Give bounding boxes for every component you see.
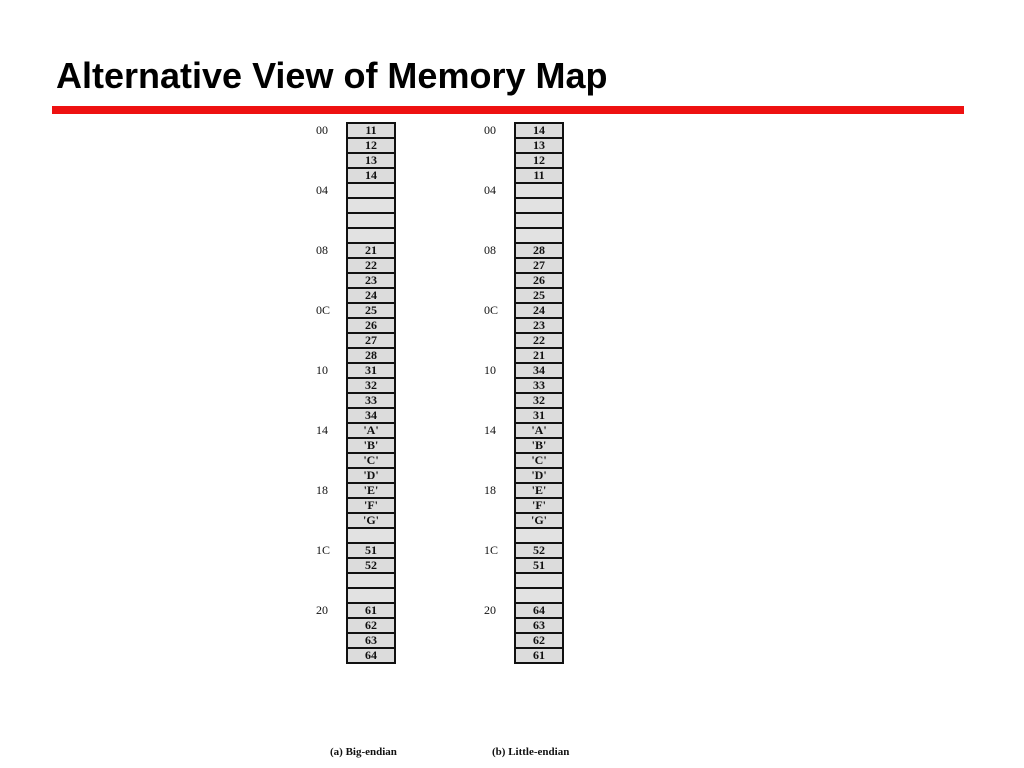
- memory-cell: 13: [514, 137, 564, 154]
- memory-cell: 23: [514, 317, 564, 334]
- memory-cell: 32: [346, 377, 396, 394]
- memory-cell: 'E': [514, 482, 564, 499]
- memory-cell: 13: [346, 152, 396, 169]
- memory-cell: 31: [514, 407, 564, 424]
- memory-cell: 'C': [514, 452, 564, 469]
- address-label: 18: [316, 483, 328, 497]
- memory-cell: 21: [346, 242, 396, 259]
- memory-cell: 27: [514, 257, 564, 274]
- memory-cell: 51: [346, 542, 396, 559]
- memory-cell: 52: [514, 542, 564, 559]
- memory-cell: 'G': [346, 512, 396, 529]
- address-label: 1C: [484, 543, 499, 557]
- address-label: 08: [316, 243, 328, 257]
- address-label: 0C: [316, 303, 331, 317]
- address-label: 00: [484, 123, 496, 137]
- memory-cell: 24: [514, 302, 564, 319]
- address-label: 04: [484, 183, 496, 197]
- address-label: 10: [316, 363, 328, 377]
- memory-cell: 'C': [346, 452, 396, 469]
- little-endian-caption: (b) Little-endian: [492, 746, 570, 758]
- address-label: 08: [484, 243, 496, 257]
- memory-cell: 'B': [514, 437, 564, 454]
- memory-cell: 34: [346, 407, 396, 424]
- memory-cell: 11: [346, 122, 396, 139]
- memory-cell: 61: [514, 647, 564, 664]
- memory-cell: 63: [346, 632, 396, 649]
- memory-cell: 'G': [514, 512, 564, 529]
- memory-cell: 64: [346, 647, 396, 664]
- memory-cell: 52: [346, 557, 396, 574]
- memory-cell: 62: [514, 632, 564, 649]
- memory-cell: 31: [346, 362, 396, 379]
- address-label: 0C: [484, 303, 499, 317]
- address-label: 14: [484, 423, 496, 437]
- address-label: 18: [484, 483, 496, 497]
- memory-cell: 27: [346, 332, 396, 349]
- little-endian-cells: [514, 122, 564, 664]
- memory-cell: 11: [514, 167, 564, 184]
- memory-cell: 33: [514, 377, 564, 394]
- memory-cell: 'D': [514, 467, 564, 484]
- memory-cell: 22: [346, 257, 396, 274]
- memory-cell: 63: [514, 617, 564, 634]
- memory-cell: 'E': [346, 482, 396, 499]
- title-underline: [52, 106, 964, 114]
- address-label: 20: [484, 603, 496, 617]
- memory-cell: 34: [514, 362, 564, 379]
- memory-map-figure: [316, 118, 606, 768]
- memory-cell: 51: [514, 557, 564, 574]
- memory-cell: 64: [514, 602, 564, 619]
- memory-cell: 'B': [346, 437, 396, 454]
- address-label: 20: [316, 603, 328, 617]
- address-label: 04: [316, 183, 328, 197]
- memory-cell: 23: [346, 272, 396, 289]
- address-label: 00: [316, 123, 328, 137]
- address-label: 14: [316, 423, 328, 437]
- memory-cell: 'F': [514, 497, 564, 514]
- memory-cell: 62: [346, 617, 396, 634]
- memory-cell: 'F': [346, 497, 396, 514]
- memory-cell: 14: [346, 167, 396, 184]
- big-endian-caption: (a) Big-endian: [330, 746, 397, 758]
- memory-cell: 24: [346, 287, 396, 304]
- memory-cell: 32: [514, 392, 564, 409]
- memory-cell: 14: [514, 122, 564, 139]
- address-label: 10: [484, 363, 496, 377]
- memory-cell: 25: [514, 287, 564, 304]
- memory-cell: 28: [514, 242, 564, 259]
- memory-cell: 'D': [346, 467, 396, 484]
- address-label: 1C: [316, 543, 331, 557]
- memory-cell: 33: [346, 392, 396, 409]
- memory-cell: 25: [346, 302, 396, 319]
- memory-cell: 26: [514, 272, 564, 289]
- memory-cell: 61: [346, 602, 396, 619]
- slide-title: Alternative View of Memory Map: [56, 55, 608, 96]
- big-endian-cells: [346, 122, 396, 664]
- memory-cell: 26: [346, 317, 396, 334]
- memory-cell: 'A': [514, 422, 564, 439]
- memory-cell: 'A': [346, 422, 396, 439]
- memory-cell: 21: [514, 347, 564, 364]
- memory-cell: 12: [346, 137, 396, 154]
- memory-cell: 28: [346, 347, 396, 364]
- memory-cell: 22: [514, 332, 564, 349]
- memory-cell: 12: [514, 152, 564, 169]
